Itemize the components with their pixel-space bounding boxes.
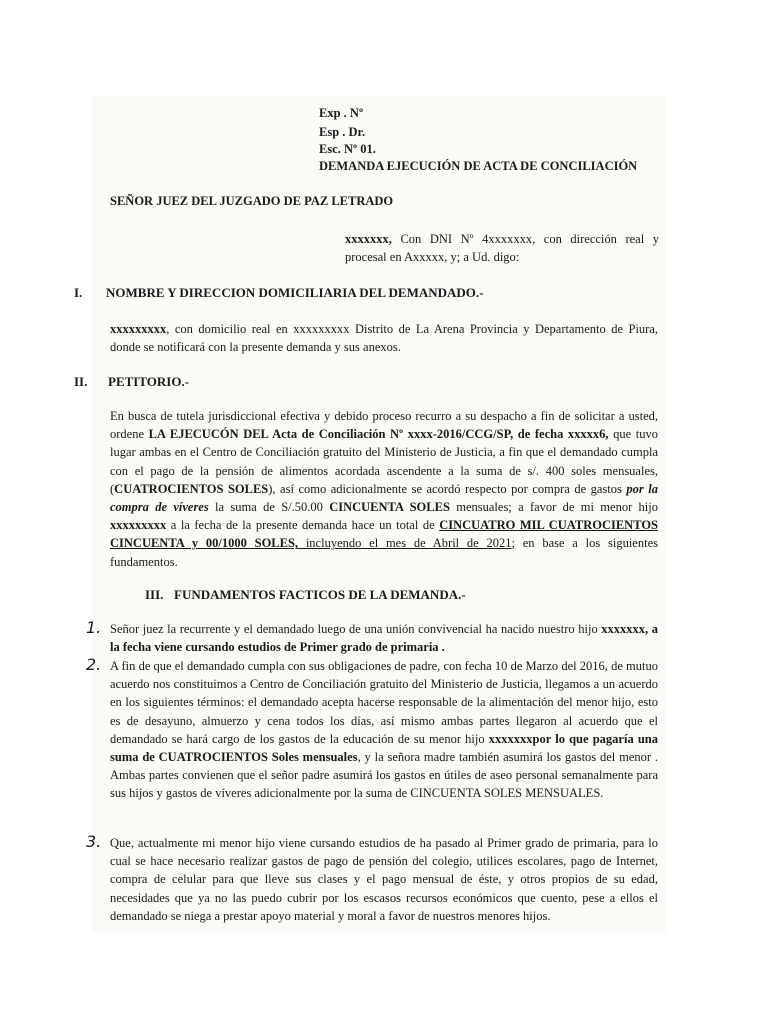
date-included: incluyendo el mes de Abril de 2021: [298, 536, 512, 551]
amount-400: CUATROCIENTOS SOLES: [114, 481, 269, 496]
section-1-numeral: I.: [74, 285, 83, 300]
addressee: SEÑOR JUEZ DEL JUZGADO DE PAZ LETRADO: [110, 194, 394, 208]
petitorio-paragraph: [110, 407, 658, 571]
section-1-paragraph: [110, 320, 658, 356]
fact-1-text: Señor juez la recurrente y el demandado luego de una unión convivencial ha nacido nuestro hijo: [110, 622, 602, 636]
item-2-number: 2.: [86, 655, 102, 674]
fact-2-bold: xxxxxxxpor lo que pagaría una suma de CUATROCIENTOS Soles mensuales: [110, 731, 659, 765]
petitorio-text-7: ; en base a los siguientes fundamentos.: [110, 536, 658, 569]
viveres-text: por la compra de víveres: [110, 481, 658, 515]
expediente-label: Exp . Nº: [319, 106, 364, 120]
fact-item-1: [110, 620, 658, 656]
section-3-numeral: III.: [145, 587, 164, 602]
acta-reference: LA EJECUCÓN DEL Acta de Conciliación Nº xxxx-2016/CCG/SP, de fecha xxxxx6,: [148, 427, 609, 442]
defendant-name: xxxxxxxxx: [110, 322, 167, 336]
intro-paragraph: [345, 230, 659, 266]
section-2-title: PETITORIO.-: [108, 374, 190, 389]
child-name: xxxxxxxxx: [110, 518, 167, 533]
item-1-number: 1.: [86, 618, 102, 637]
total-amount: CINCUATRO MIL CUATROCIENTOS CINCUENTA y 00/1000 SOLES,: [110, 518, 658, 551]
escrito-label: Esc. Nº 01.: [319, 142, 376, 156]
document-title: DEMANDA EJECUCIÓN DE ACTA DE CONCILIACIÓN: [319, 159, 638, 173]
petitorio-text-5: mensuales; a favor de mi menor hijo: [449, 500, 658, 515]
petitorio-text-3: ), así como adicionalmente se acordó respecto por compra de gastos: [268, 481, 627, 496]
petitorio-text-4: la suma de S/.50.00: [208, 500, 330, 515]
section-1-text: , con domicilio real en xxxxxxxxx Distrito de La Arena Provincia y Departamento de Piura, donde se notificará con la presente demanda y sus anexos.: [110, 322, 658, 355]
fact-3-text: Que, actualmente mi menor hijo viene cursando estudios de ha pasado al Primer grado de primaria, para lo cual se hace necesario realizar gastos de pago de pensión del colegio, utilices escolares, pago de Internet, compra de celular para que lleve sus clases y el pago mensual de éste, y otros propios de su edad, necesidades que ya no las puedo cubrir por los escasos recursos económicos que cuento, pese a ellos el demandado se niega a prestar apoyo material y moral a favor de nuestros menores hijos.: [110, 836, 658, 923]
fact-item-3: [110, 834, 658, 925]
item-3-number: 3.: [86, 832, 102, 851]
fact-1-bold: xxxxxxx, a la fecha viene cursando estudios de Primer grado de primaria .: [110, 622, 659, 655]
fact-2-text-1: A fin de que el demandado cumpla con sus obligaciones de padre, con fecha 10 de Marzo del 2016, de mutuo acuerdo nos constituimos a Centro de Conciliación gratuito del Ministerio de Justicia, llegamos a un acuerdo en los siguientes términos: el demandado acepta hacerse responsable de la alimentación del menor hijo, esto es de desayuno, almuerzo y cena todos los días, así mismo ambas partes llegaron al acuerdo que el demandado se hará cargo de los gastos de la educación de su menor hijo: [110, 659, 658, 746]
section-2-numeral: II.: [74, 374, 88, 389]
petitorio-text-2: que tuvo lugar ambas en el Centro de Conciliación gratuito del Ministerio de Justicia, a fin que el demandado cumpla con el pago de la pensión de alimentos acordada ascendente a la suma de s/. 400 soles mensuales, (: [110, 427, 658, 496]
intro-text: Con DNI Nº 4xxxxxxx, con dirección real y procesal en Axxxxx, y; a Ud. digo:: [345, 232, 659, 265]
section-3-title: FUNDAMENTOS FACTICOS DE LA DEMANDA.-: [174, 587, 466, 602]
section-1-title: NOMBRE Y DIRECCION DOMICILIARIA DEL DEMANDADO.-: [106, 285, 484, 300]
petitorio-text-6: a la fecha de la presente demanda hace un total de: [166, 518, 440, 533]
plaintiff-name: xxxxxxx,: [345, 232, 392, 246]
amount-50: CINCUENTA SOLES: [329, 500, 450, 515]
fact-item-2: [110, 657, 658, 803]
especialista-label: Esp . Dr.: [319, 125, 366, 139]
petitorio-text-1: En busca de tutela jurisdiccional efectiva y debido proceso recurro a su despacho a fin de solicitar a usted, ordene: [110, 409, 658, 442]
fact-2-text-2: , y la señora madre también asumirá los gastos del menor . Ambas partes convienen que el señor padre asumirá los gastos en útiles de aseo personal semanalmente para sus hijos y gastos de víveres adicionalmente por la suma de CINCUENTA SOLES MENSUALES.: [110, 750, 658, 801]
